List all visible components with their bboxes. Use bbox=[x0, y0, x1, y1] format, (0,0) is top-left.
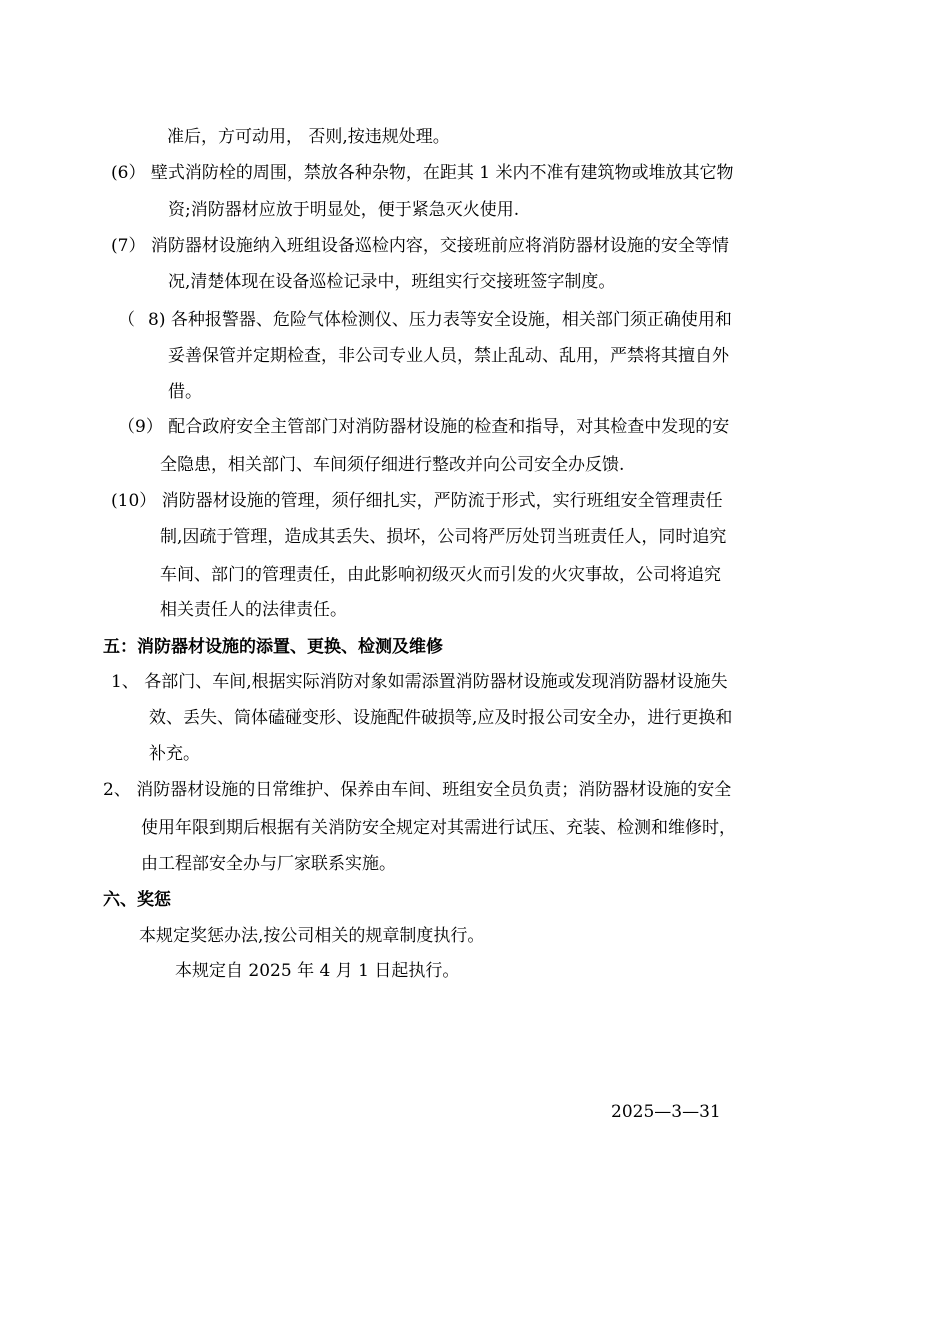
signature-date: 2025—3—31 bbox=[611, 1102, 721, 1122]
text-line: 准后，方可动用， 否则,按违规处理。 bbox=[167, 127, 450, 147]
text-line: 相关责任人的法律责任。 bbox=[160, 600, 347, 620]
section-heading-6: 六、奖惩 bbox=[103, 890, 171, 910]
text-line: 由工程部安全办与厂家联系实施。 bbox=[141, 854, 396, 874]
list-item-2: 2、 消防器材设施的日常维护、保养由车间、班组安全员负责；消防器材设施的安全 bbox=[103, 780, 732, 800]
list-item-8-paren: （ bbox=[118, 310, 135, 330]
list-item-10: (10） 消防器材设施的管理，须仔细扎实，严防流于形式，实行班组安全管理责任 bbox=[111, 491, 723, 511]
section-heading-5: 五：消防器材设施的添置、更换、检测及维修 bbox=[103, 637, 443, 657]
list-item-1: 1、 各部门、车间,根据实际消防对象如需添置消防器材设施或发现消防器材设施失 bbox=[111, 672, 728, 692]
list-item-8: 8) 各种报警器、危险气体检测仪、压力表等安全设施，相关部门须正确使用和 bbox=[148, 310, 732, 330]
text-line: 使用年限到期后根据有关消防安全规定对其需进行试压、充装、检测和维修时， bbox=[141, 818, 736, 838]
effective-date-line: 本规定自 2025 年 4 月 1 日起执行。 bbox=[175, 961, 460, 981]
text-line: 本规定奖惩办法,按公司相关的规章制度执行。 bbox=[139, 926, 485, 946]
text-line: 车间、部门的管理责任，由此影响初级灭火而引发的火灾事故，公司将追究 bbox=[160, 565, 721, 585]
list-item-6: (6） 壁式消防栓的周围，禁放各种杂物，在距其 1 米内不准有建筑物或堆放其它物 bbox=[111, 163, 734, 183]
text-line: 补充。 bbox=[149, 744, 200, 764]
text-line: 妥善保管并定期检查，非公司专业人员，禁止乱动、乱用，严禁将其擅自外 bbox=[168, 346, 729, 366]
text-line: 全隐患，相关部门、车间须仔细进行整改并向公司安全办反馈. bbox=[160, 455, 625, 475]
text-line: 效、丢失、筒体磕碰变形、设施配件破损等,应及时报公司安全办，进行更换和 bbox=[149, 708, 733, 728]
list-item-7: (7） 消防器材设施纳入班组设备巡检内容，交接班前应将消防器材设施的安全等情 bbox=[111, 236, 729, 256]
text-line: 借。 bbox=[168, 382, 202, 402]
text-line: 资;消防器材应放于明显处，便于紧急灭火使用. bbox=[168, 200, 520, 220]
text-line: 况,清楚体现在设备巡检记录中，班组实行交接班签字制度。 bbox=[168, 272, 616, 292]
list-item-9: （9） 配合政府安全主管部门对消防器材设施的检查和指导，对其检查中发现的安 bbox=[118, 417, 730, 437]
text-line: 制,因疏于管理，造成其丢失、损坏，公司将严厉处罚当班责任人，同时追究 bbox=[160, 527, 727, 547]
